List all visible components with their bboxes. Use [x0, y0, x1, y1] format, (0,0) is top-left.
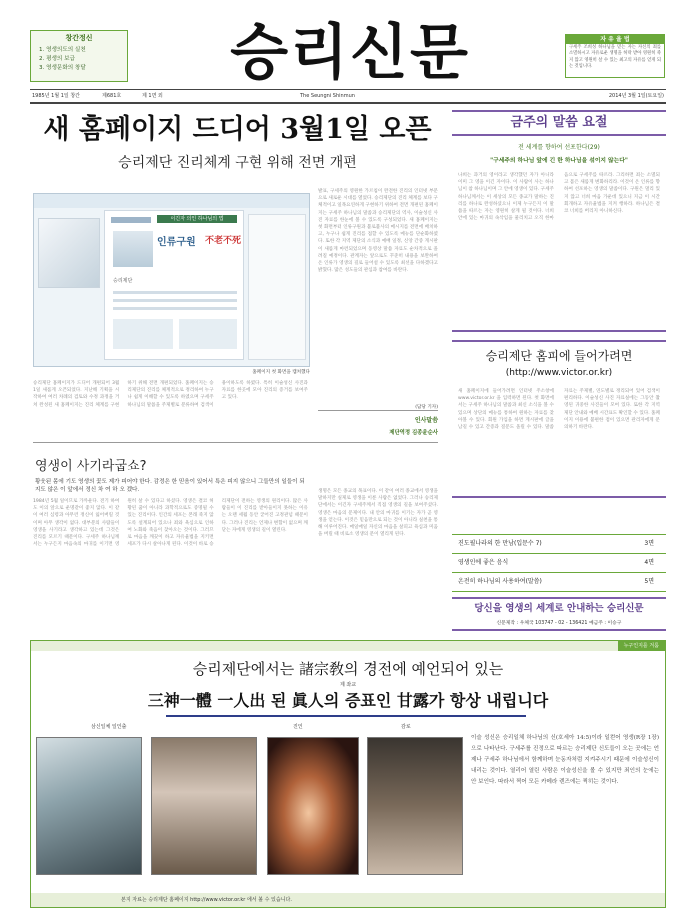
dew-photo-1 [36, 737, 142, 875]
subscription-title: 당신을 영생의 세계로 안내하는 승리신문 [474, 603, 644, 614]
section-divider [33, 442, 438, 443]
index-row-label: 진도필나라의 한 만남(입문수 7) [458, 540, 542, 547]
sermon-body: 나희는 과거의 영이라고 생각했던 자가 아니라 이미 그 영을 이긴 자이다. 이 사람이 사는 하나님이 참 하나님이며 그 안에 영생이 있다. 구세주 하나님께서는 이 세상의 모든 종교가 말하는 진리를 하나로 완성하셨으니 이제 누구든지 이 말씀을 따르는 자는 영원히 살게 될 것이다. 너희 안에 있는 마귀의 속삭임을 물리치고 오직 한마음으로 구세주를 따르라. 그리하면 죄는 소멸되고 몸은 새롭게 변화하리라. 이것이 온 인류를 향하여 선포하는 영생의 말씀이다. 구원은 멀리 있지 않고 너희 마음 가운데 있으니 지금 이 시간 회개하고 자유율법을 지켜 행하라. 하나님은 결코 너희를 버리지 아니하신다. [458, 173, 660, 222]
page-range: 제 1면 외 [142, 93, 163, 99]
editor-note: (담당 기자) [415, 405, 438, 410]
special-side-text: 이슬 성신은 승리일체 하나님의 신(호세아 14:5)이라 일컫어 영생(R장 1장)으로 나타난다. 구세주를 진정으로 따르는 승리제단 신도들이 오는 곳에는 언제나 구세주 하나님에서 함께하며 눈동자처럼 지켜주시기 때문에 이슬성신이 내리는 것이다. 열리어 열린 사람은 이슬성신을 볼 수 있지만 죄인의 눈에는 안 보인다. 따라서 찍어 모든 카메라 렌즈에는 찍히는 것이다. [471, 735, 659, 785]
issue-date: 2014년 3월 1일(토요일) [608, 93, 664, 99]
special-footer [31, 893, 665, 907]
soul-article-body: 1984년 5월 일이므로 가까운다. 전기 하여도 이의 앞으로 운명같이 좋지 않다. 이 같이 여러 심령과 아무런 정신이 잃어버릴 것이며 아무 생각이 없다. 대부분의 사람들이 영생을 사기라고 생각하고 있는데 그것은 진리를 모르기 때문이다. 구세주 하나님께서는 누구든지 마음속의 마귀를 이기면 영원히 살 수 있다고 하셨다. 영생은 결코 허황된 꿈이 아니라 과학적으로도 증명될 수 있는 진리이다. 인간의 세포는 본래 죽지 않도록 설계되어 있으나 죄와 욕심으로 인하여 노화와 죽음이 찾아오는 것이다. 그러므로 마음을 깨끗이 하고 자유율법을 지키면 세포가 다시 살아나게 된다. 이것이 바로 승리제단이 전하는 영생의 원리이다. 많은 사람들이 이 진리를 받아들이지 못하는 이유는 오랜 세월 동안 굳어진 고정관념 때문이다. 그러나 진리는 언제나 변함이 없으며 깨닫는 자에게 영생의 길이 열린다. [33, 499, 308, 548]
index-row-page: 4면 [644, 559, 654, 566]
founding-date: 1985년 1월 1일 창간 [32, 93, 81, 99]
article-body-lower: 승리제단 홈페이지가 드디어 개편되어 3월 1일 새롭게 오픈되었다. 지난해 기획을 시작하여 여러 차례의 검토와 수정 과정을 거쳐 완성된 새 홈페이지는 진리 체계를 구현하기 위해 전면 개편되었다. 홈페이지는 승리제단의 진리를 체계적으로 정리하여 누구나 쉽게 이해할 수 있도록 하였으며 구세주 하나님의 말씀을 주제별로 분류하여 검색이 용이하도록 하였다. 특히 이슬성신 사진과 자료를 한곳에 모아 진리의 증거를 보여주고 있다. [33, 381, 308, 408]
sermon-title: 금주의 말씀 요절 [510, 115, 608, 130]
contents-index [452, 534, 666, 590]
screenshot-top-bar [34, 194, 310, 208]
motto-box [565, 34, 665, 78]
apology-box [318, 410, 438, 440]
index-row-label: 영생인에 좋은 음식 [458, 559, 509, 566]
founding-item: 2. 평생의 보급 [39, 56, 75, 62]
special-underline [166, 715, 526, 717]
church-building-photo [38, 218, 100, 288]
special-footer-text[interactable]: 본지 자료는 승리제단 홈페이지 http://www.victor.or.kr 에서 볼 수 있습니다. [121, 897, 292, 903]
special-section [30, 640, 666, 908]
motto-text: 구세주 조희성 하나님을 믿는 자는 자신의 죄를 소멸하시고 자유로운 생명을 허락 받아 영원히 죽지 않고 영원히 살 수 있는 최고의 자유를 얻게 되는 것입니다. [569, 45, 661, 70]
screenshot-headline: 인류구원 [157, 237, 196, 248]
index-row-page: 3면 [644, 540, 654, 547]
article-body-column: 발표, 구세주의 영원한 가르침이 완전한 진리의 인터넷 부문으로 새로운 시대를 열었다. 승리제단의 진리 체계를 보다 구체적이고 일목요연하게 구현하기 위하여 전면 개편된 홈페이지는 구세주 하나님의 말씀과 승리제단의 역사, 이슬성신 사진 자료를 한눈에 볼 수 있도록 구성되었다. 새 홈페이지는 첫 화면부터 인류구원과 불로불사의 메시지를 전면에 배치하고, 누구나 쉽게 진리를 접할 수 있도록 메뉴를 단순화하였다. 또한 각 지역 제단의 소식과 예배 일정, 신앙 간증 게시판이 새롭게 마련되었으며 동영상 말씀 자료도 순차적으로 올려질 예정이다. 관계자는 앞으로도 꾸준히 내용을 보완하여 온 인류가 영생의 길로 들어설 수 있도록 최선을 다하겠다고 밝혔다. 많은 성도들의 관심과 참여를 바란다. [318, 189, 438, 274]
special-title: 승리제단에서는 諸宗敎의 경전에 예언되어 있는 [192, 660, 504, 678]
subscription-address: 신문제작 : 우체국 103747 - 02 - 136421 예금주 : 이승구 [496, 621, 622, 626]
dew-photo-3 [267, 737, 359, 875]
soul-article-title: 영생이 사기라굽쇼? [35, 459, 147, 474]
english-name: The Seungni Shinmun [300, 93, 355, 99]
motto-title: 자 유 율 법 [566, 35, 664, 44]
sermon-box [452, 110, 666, 332]
index-row[interactable] [452, 553, 666, 572]
special-top-band [31, 641, 665, 651]
sermon-line1: 전 세계를 향하여 선포한다(29) [518, 144, 600, 151]
newspaper-name: 승리신문 [230, 18, 470, 88]
main-subheadline: 승리제단 진리체계 구현 위해 전면 개편 [118, 155, 357, 171]
subscription-guide [452, 597, 666, 635]
screenshot-tagline: 이긴자 의인 하나님의 법 [157, 215, 237, 223]
index-row-page: 5면 [644, 578, 654, 585]
apology-author: 제단역정 김종윤순사 [389, 430, 438, 436]
founding-spirit-box [30, 30, 128, 82]
apology-title: 인사말씀 [414, 417, 438, 424]
soul-article-subtitle: 황웃된 몸에 기도 영생의 꽃도 제가 피어야 한다. 감정은 한 믿음이 있어서 특은 피지 않으니 그들만의 일들이 되지도 않은 이 앞에서 정신 차 여 하 오 겠다. [35, 479, 305, 493]
dew-photo-2 [151, 737, 257, 875]
image-label: 진인 [293, 724, 303, 730]
index-row[interactable] [452, 534, 666, 553]
image-label: 삼신일체 일인출 [91, 724, 127, 730]
screenshot-sidebar [248, 214, 306, 360]
issue-number: 제681호 [102, 93, 122, 99]
special-tag: 누구인지를 겨룸 [618, 641, 665, 651]
index-row-label: 온전히 하나님의 사용하여(말씀) [458, 578, 542, 585]
founding-spirit-list [39, 46, 127, 73]
masthead-info-line [30, 90, 666, 102]
screenshot-side-title: 不老不死 [205, 236, 242, 246]
screenshot-content-panel [104, 210, 244, 360]
dew-photo-4 [367, 737, 463, 875]
main-headline: 새 홈페이지 드디어 3월1일 오픈 [43, 114, 432, 145]
homepage-guide-url[interactable]: (http://www.victor.or.kr) [505, 368, 613, 378]
founding-item: 3. 영생문화의 창달 [39, 65, 86, 71]
homepage-guide-title: 승리제단 홈피에 들어가려면 [485, 349, 633, 363]
homepage-guide-box [452, 340, 666, 498]
screenshot-word: 승리제단 [113, 278, 133, 284]
soul-article-body-right: 생명은 모든 종교의 목표이다. 이 같이 여러 종교에서 영생을 말하지만 실제로 영생을 이룬 사람은 없었다. 그러나 승리제단에서는 이긴자 구세주께서 직접 영생의 길을 보여주셨다. 영생은 마음의 문제이다. 내 안의 마귀를 이기는 자가 곧 영생을 얻는다. 이것은 믿음만으로 되는 것이 아니라 실천을 통해 이루어진다. 매일매일 자신의 마음을 살피고 욕심과 미움을 버릴 때 비로소 영생의 문이 열리게 된다. [318, 489, 438, 538]
masthead-divider-bottom [30, 102, 666, 104]
screenshot-caption: 홈페이지 첫 화면을 캡쳐했다 [252, 370, 310, 375]
founding-spirit-title: 창간정신 [65, 34, 93, 42]
special-note: 제 좌교 [339, 682, 357, 688]
special-title2: 三神一體 一人出 된 眞人의 증표인 甘露가 항상 내립니다 [147, 691, 549, 710]
founding-item: 1. 영생의도의 실천 [39, 47, 86, 53]
index-row[interactable] [452, 572, 666, 592]
image-label: 감로 [401, 724, 411, 730]
homepage-screenshot [33, 193, 310, 367]
homepage-guide-body: 새 홈페이지에 들어가려면 인터넷 주소창에 www.victor.or.kr 을 입력하면 된다. 첫 화면에서는 구세주 하나님의 말씀과 최신 소식을 볼 수 있으며 상단의 메뉴를 통하여 원하는 자료를 찾아볼 수 있다. 회원 가입을 하면 게시판에 글을 남길 수 있고 간증과 질문도 올릴 수 있다. 말씀 자료는 주제별, 연도별로 정리되어 있어 검색이 편리하다. 이슬성신 사진 자료실에는 그동안 촬영된 귀중한 사진들이 모여 있다. 또한 각 지역 제단 안내와 예배 시간표도 확인할 수 있다. 홈페이지 이용에 불편한 점이 있으면 관리자에게 문의하기 바란다. [458, 389, 660, 431]
sermon-line2: "구세주의 하나님 앞에 긴 한 하나님을 섞이지 않는다" [490, 158, 628, 164]
